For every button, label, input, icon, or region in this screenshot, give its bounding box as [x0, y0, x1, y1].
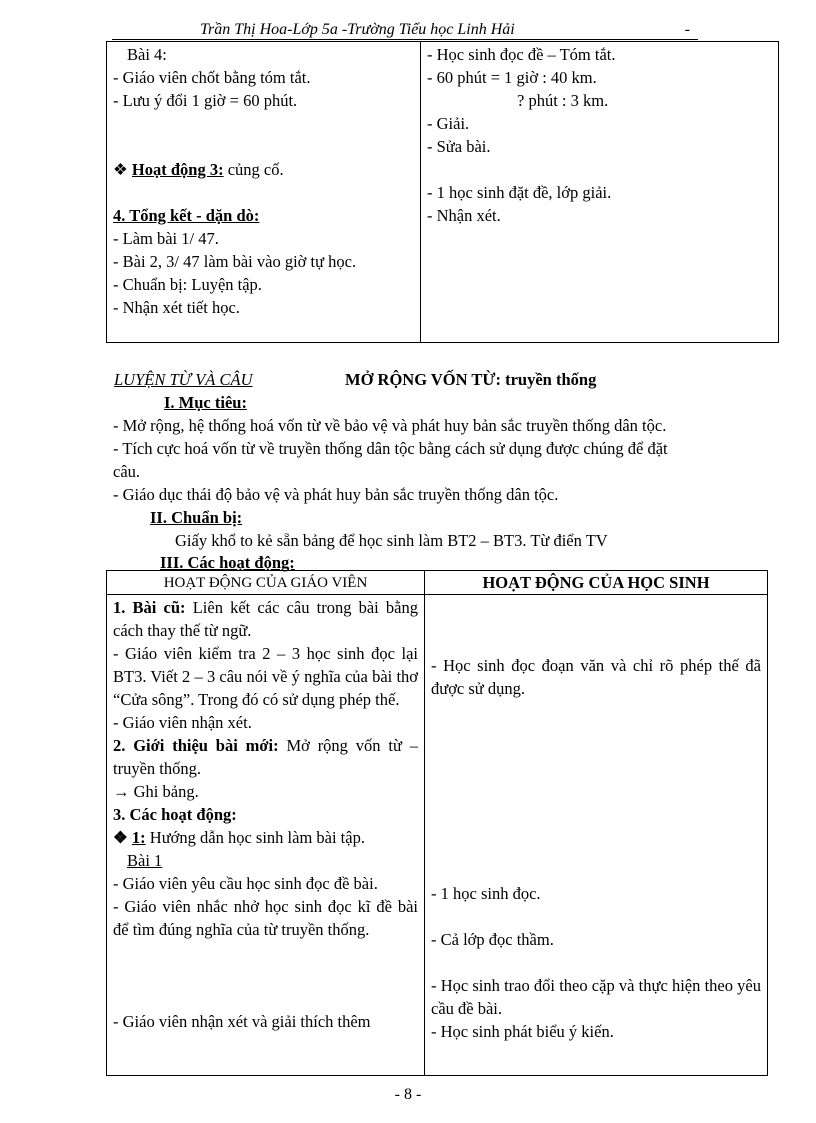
subject-label: LUYỆN TỪ VÀ CÂU: [114, 370, 253, 389]
student-line: - Sửa bài.: [427, 137, 491, 156]
bai4-label: Bài 4:: [127, 45, 167, 64]
student-step: - Cả lớp đọc thầm.: [431, 930, 554, 949]
teacher-step: - Giáo viên nhắc nhở học sinh đọc kĩ đề bài để tìm đúng nghĩa của từ truyền thống.: [113, 897, 418, 939]
student-line: - 60 phút = 1 giờ : 40 km.: [427, 68, 597, 87]
board-line: → Ghi bảng.: [113, 782, 199, 801]
summary-heading: 4. Tổng kết - dặn dò:: [113, 206, 260, 225]
previous-lesson-table: [106, 41, 779, 343]
intro-line: 2. Giới thiệu bài mới: Mở rộng vốn từ – truyền thống.: [113, 736, 418, 778]
header-title: Trần Thị Hoa-Lớp 5a -Trường Tiểu học Linh Hải: [200, 21, 515, 38]
student-line: - Nhận xét.: [427, 206, 501, 225]
activity1-line: ❖ 1: Hướng dẫn học sinh làm bài tập.: [113, 828, 365, 847]
student-step: - Học sinh đọc đoạn văn và chỉ rõ phép thế đã được sử dụng.: [431, 656, 761, 698]
student-step: - 1 học sinh đọc.: [431, 884, 541, 903]
teacher-line: - Nhận xét tiết học.: [113, 298, 240, 317]
goal-line: - Giáo dục thái độ bảo vệ và phát huy bản sắc truyền thống dân tộc.: [113, 485, 559, 504]
student-step: - Học sinh trao đổi theo cặp và thực hiện theo yêu cầu đề bài.: [431, 976, 761, 1018]
teacher-line: - Bài 2, 3/ 47 làm bài vào giờ tự học.: [113, 252, 357, 271]
teacher-check: - Giáo viên kiểm tra 2 – 3 học sinh đọc lại BT3. Viết 2 – 3 câu nói về ý nghĩa của bài thơ “Cửa sông”. Trong đó có sử dụng phép thế.: [113, 644, 418, 709]
preparation-heading: II. Chuẩn bị:: [150, 508, 243, 527]
student-column: [421, 42, 779, 343]
student-line: ? phút : 3 km.: [517, 91, 609, 110]
student-line: - Học sinh đọc đề – Tóm tắt.: [427, 45, 616, 64]
teacher-remark: - Giáo viên nhận xét.: [113, 713, 252, 732]
header-dash: -: [684, 21, 690, 38]
student-line: - Giải.: [427, 114, 470, 133]
student-line: - 1 học sinh đặt đề, lớp giải.: [427, 183, 612, 202]
teacher-line: - Lưu ý đổi 1 giờ = 60 phút.: [113, 91, 298, 110]
student-activity-header: HOẠT ĐỘNG CỦA HỌC SINH: [425, 571, 768, 595]
activities-subheading: 3. Các hoạt động:: [113, 805, 237, 824]
activities-table: [106, 570, 768, 1076]
teacher-step: - Giáo viên yêu cầu học sinh đọc đề bài.: [113, 874, 378, 893]
goal-line: - Mở rộng, hệ thống hoá vốn từ về bảo vệ và phát huy bản sắc truyền thống dân tộc.: [113, 416, 667, 435]
teacher-activity-header: HOẠT ĐỘNG CỦA GIÁO VIÊN: [107, 571, 425, 595]
activity3-label: Hoạt động 3:: [131, 160, 224, 179]
teacher-line: - Làm bài 1/ 47.: [113, 229, 219, 248]
teacher-line: - Giáo viên chốt bằng tóm tắt.: [113, 68, 311, 87]
goal-line: câu.: [113, 462, 141, 481]
student-activities: [425, 595, 768, 1076]
preparation-text: Giấy khổ to kẻ sẵn bảng để học sinh làm BT2 – BT3. Từ điển TV: [175, 531, 608, 550]
student-step: - Học sinh phát biểu ý kiến.: [431, 1022, 614, 1041]
teacher-line: - Chuẩn bị: Luyện tập.: [113, 275, 262, 294]
old-lesson-label: 1. Bài cũ:: [113, 598, 186, 617]
activity3-line: ❖ Hoạt động 3: củng cố.: [113, 160, 284, 179]
goal-line: - Tích cực hoá vốn từ về truyền thống dân tộc bằng cách sử dụng được chúng để đặt: [113, 439, 668, 458]
intro-label: 2. Giới thiệu bài mới:: [113, 736, 279, 755]
page-number: - 8 -: [394, 1086, 422, 1103]
lesson-topic: MỞ RỘNG VỐN TỪ: truyền thống: [345, 370, 597, 389]
activities-heading: III. Các hoạt động:: [160, 553, 295, 572]
teacher-step: - Giáo viên nhận xét và giải thích thêm: [113, 1012, 371, 1031]
objectives-heading: I. Mục tiêu:: [164, 393, 247, 412]
activity1-label: 1:: [131, 828, 146, 847]
old-lesson: 1. Bài cũ: Liên kết các câu trong bài bằng cách thay thế từ ngữ.: [113, 598, 418, 640]
page-header: [112, 20, 698, 40]
teacher-activities: [107, 595, 425, 1076]
exercise1-label: Bài 1: [127, 851, 163, 870]
teacher-column: [107, 42, 421, 343]
